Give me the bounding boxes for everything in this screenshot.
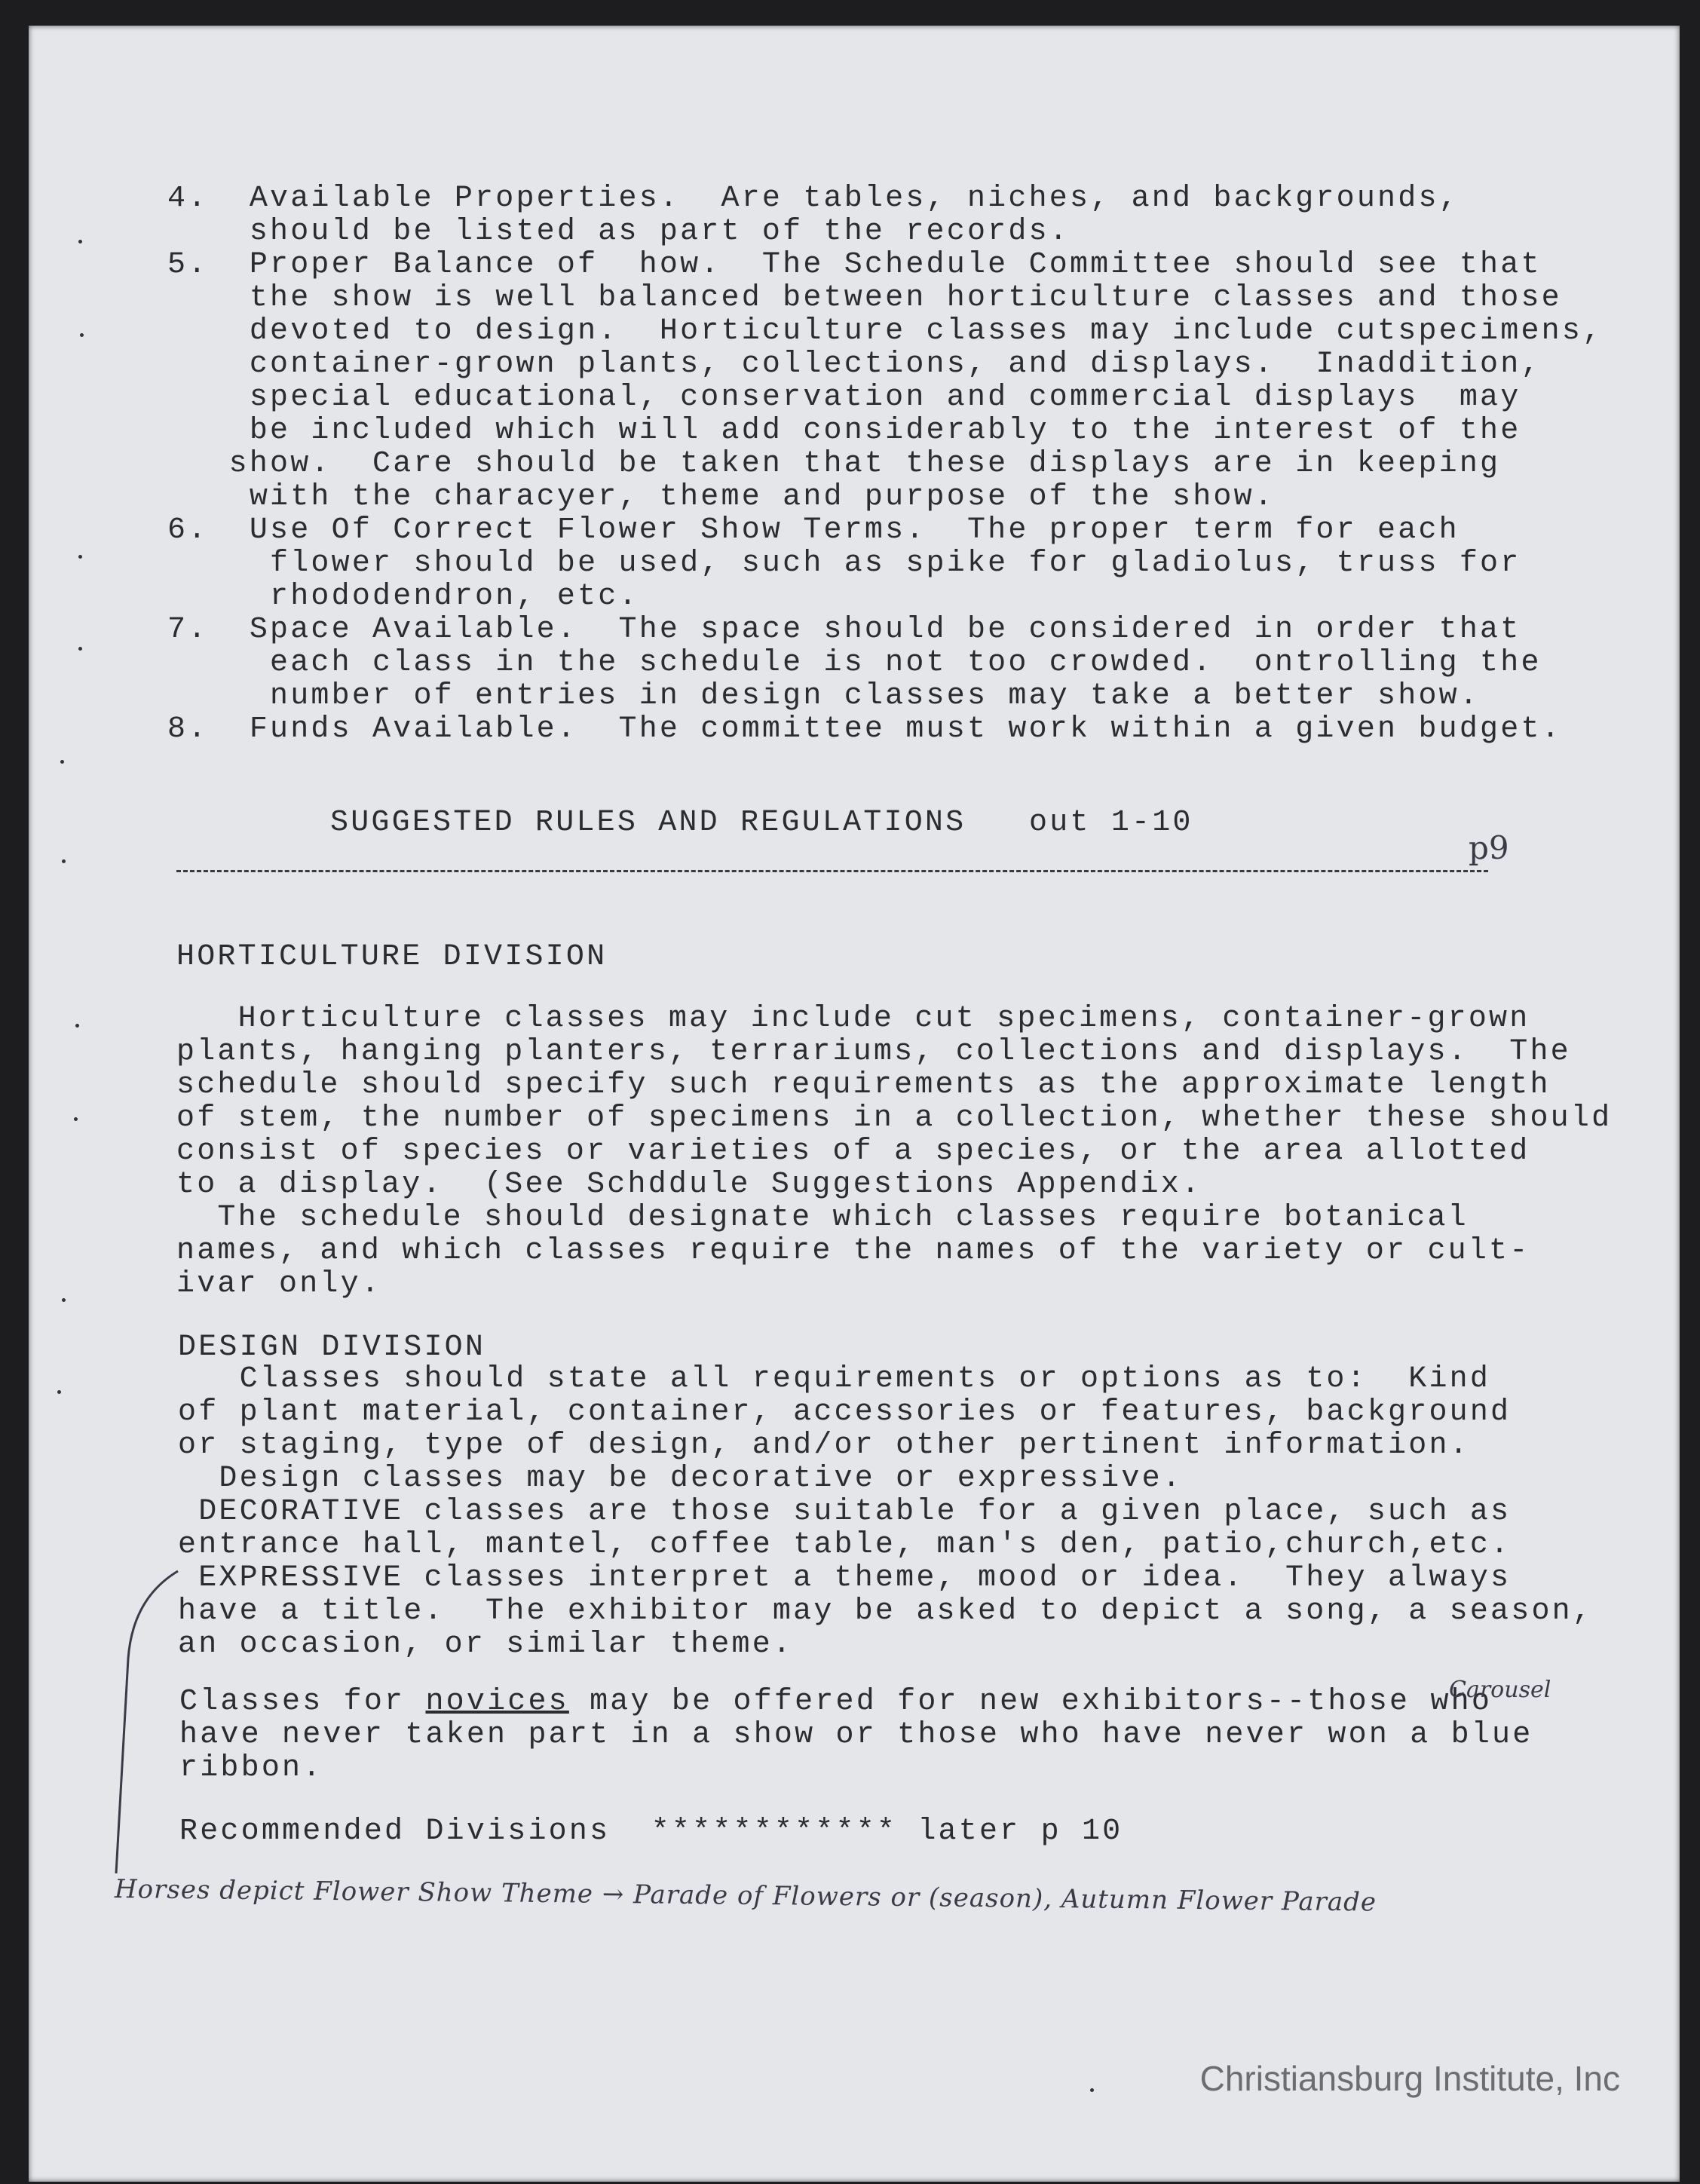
hort-line: Horticulture classes may include cut specimens, container-grown [176,1002,1530,1036]
item-5-line: show. Care should be taken that these displays are in keeping [167,447,1501,481]
item-4-line-2: should be listed as part of the records. [167,215,1070,249]
hort-line: schedule should specify such requirements as the approximate length [176,1068,1551,1102]
margin-dot [1090,2088,1094,2092]
design-line: or staging, type of design, and/or other pertinent information. [178,1429,1470,1463]
item-5-line-1: 5. Proper Balance of how. The Schedule Committee should see that [167,248,1542,282]
item-6-line-1: 6. Use Of Correct Flower Show Terms. The proper term for each [167,513,1460,547]
hort-line: names, and which classes require the names of the variety or cult- [176,1234,1530,1268]
design-line: Design classes may be decorative or expressive. [178,1462,1183,1496]
margin-dot [62,859,66,863]
handwritten-page-mark: p9 [1469,829,1509,866]
margin-dot [78,555,82,559]
margin-dot [78,647,82,651]
novice-line-2: have never taken part in a show or those who have never won a blue [179,1718,1533,1752]
item-7-line-1: 7. Space Available. The space should be considered in order that [167,613,1521,647]
design-line: have a title. The exhibitor may be asked to depict a song, a season, [178,1594,1594,1628]
margin-dot [62,1298,66,1302]
item-7-line: each class in the schedule is not too crowded. ontrolling the [167,646,1542,680]
item-6-line: rhododendron, etc. [167,580,639,614]
hort-line: consist of species or varieties of a species, or the area allotted [176,1135,1530,1169]
hort-line: The schedule should designate which classes require botanical [176,1201,1469,1235]
novice-line-3: ribbon. [179,1751,323,1785]
hort-line: of stem, the number of specimens in a collection, whether these should [176,1101,1613,1135]
design-line: entrance hall, mantel, coffee table, man's den, patio,church,etc. [178,1528,1512,1562]
recommended-divisions: Recommended Divisions ************ later p 10 [179,1815,1123,1849]
item-5-line: the show is well balanced between horticulture classes and those [167,281,1562,315]
design-line: EXPRESSIVE classes interpret a theme, mood or idea. They always [178,1561,1512,1595]
item-5-line: container-grown plants, collections, and displays. Inaddition, [167,348,1542,381]
novices-underlined: novices [425,1685,569,1719]
section-heading-rules: SUGGESTED RULES AND REGULATIONS [330,806,966,840]
heading-horticulture: HORTICULTURE DIVISION [176,940,608,974]
rules-note: out 1-10 [1029,806,1193,840]
dashed-divider [176,870,1488,872]
margin-dot [60,760,64,764]
margin-dot [80,333,84,337]
item-4-line-1: 4. Available Properties. Are tables, niches, and backgrounds, [167,182,1460,216]
hort-line: plants, hanging planters, terrariums, collections and displays. The [176,1035,1571,1069]
item-8-line-1: 8. Funds Available. The committee must work within a given budget. [167,712,1562,746]
handwritten-bottom-note: Horses depict Flower Show Theme → Parade of Flowers or (season), Autumn Flower Parade [114,1874,1377,1918]
item-5-line: devoted to design. Horticulture classes may include cutspecimens, [167,314,1604,348]
item-5-line: with the characyer, theme and purpose of the show. [167,480,1276,514]
hort-line: to a display. (See Schddule Suggestions Appendix. [176,1168,1202,1202]
item-7-line: number of entries in design classes may take a better show. [167,679,1481,713]
hort-line: ivar only. [176,1267,382,1301]
design-line: DECORATIVE classes are those suitable for a given place, such as [178,1495,1512,1529]
handwritten-bracket-line [103,1568,185,1877]
watermark-text: Christiansburg Institute, Inc [1199,2059,1620,2098]
margin-dot [57,1390,61,1394]
handwritten-margin-note: Carousel [1449,1677,1551,1703]
novice-line-1: Classes for novices may be offered for new exhibitors--those who [179,1685,1493,1719]
design-line: of plant material, container, accessories or features, background [178,1395,1512,1429]
item-5-line: be included which will add considerably to the interest of the [167,414,1521,448]
heading-design: DESIGN DIVISION [178,1331,486,1365]
margin-dot [74,1117,78,1121]
margin-dot [75,1024,79,1028]
item-5-line: special educational, conservation and commercial displays may [167,381,1521,415]
design-line: Classes should state all requirements or options as to: Kind [178,1362,1491,1396]
margin-dot [78,240,82,244]
item-6-line: flower should be used, such as spike for gladiolus, truss for [167,547,1521,580]
design-line: an occasion, or similar theme. [178,1628,794,1662]
